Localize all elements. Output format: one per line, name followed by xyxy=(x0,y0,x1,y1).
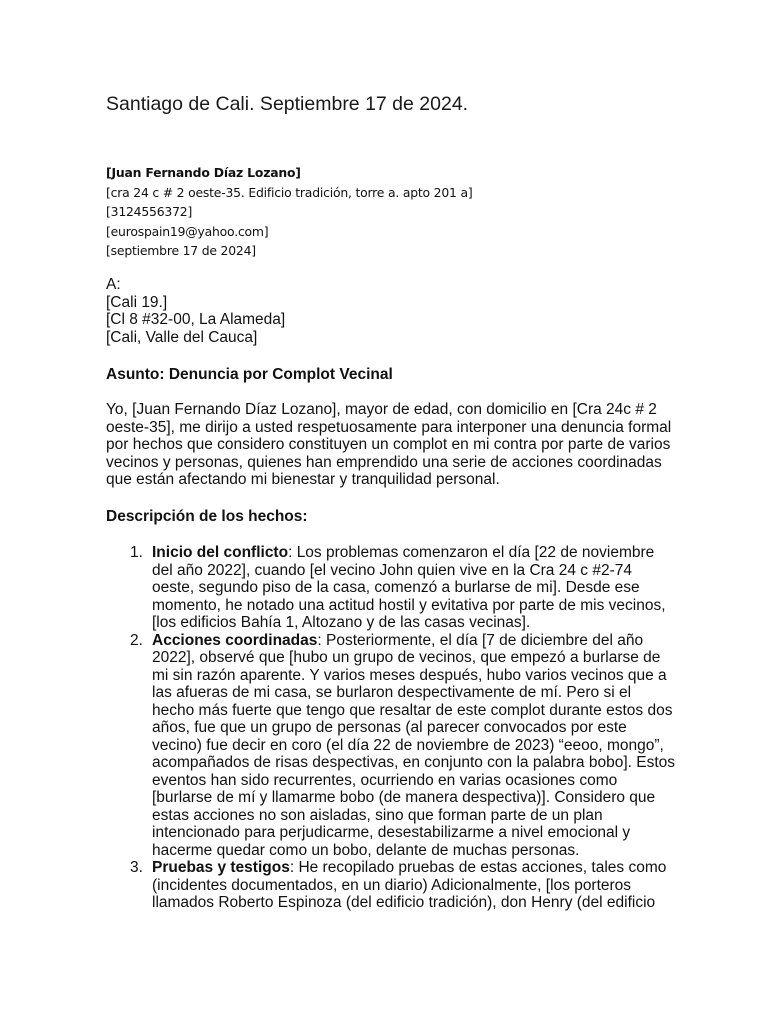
list-item-line: hacerme quedar como un bobo, delante de muchas personas. xyxy=(152,841,580,859)
letter-place-date: Santiago de Cali. Septiembre 17 de 2024. xyxy=(106,93,469,115)
list-item-text xyxy=(152,859,768,912)
list-item-line: vecino) fue decir en coro (el día 22 de noviembre de 2023) “eeoo, mongo”, xyxy=(152,736,664,754)
list-item-line: llamados Roberto Espinoza (del edificio tradición), don Henry (del edificio xyxy=(152,894,656,911)
intro-line: por hechos que considero constituyen un complot en mi contra por parte de varios xyxy=(106,436,671,453)
list-item-text xyxy=(152,632,768,860)
list-item-number: 3. xyxy=(130,859,143,876)
list-item-lead: Acciones coordinadas xyxy=(152,631,318,649)
letter-subject: Asunto: Denuncia por Complot Vecinal xyxy=(106,366,393,383)
list-item-line xyxy=(152,544,768,562)
recipient-line: [Cl 8 #32-00, La Alameda] xyxy=(106,311,286,328)
list-item-line: años, fue que un grupo de personas (al parecer convocados por este xyxy=(152,719,627,736)
intro-line: que están afectando mi bienestar y tranquilidad personal. xyxy=(106,471,500,488)
list-item-line xyxy=(152,859,768,877)
list-item-number: 2. xyxy=(130,631,143,649)
list-item-line: mi sin razón aparente. Y varios meses después, hubo varios vecinos que a xyxy=(152,666,667,684)
list-item-first-rest: : Posteriormente, el día [7 de diciembre del año xyxy=(317,631,644,649)
list-item-line: momento, he notado una actitud hostil y evitativa por parte de mis vecinos, xyxy=(152,596,666,614)
sender-email: [eurospain19@yahoo.com] xyxy=(106,223,269,239)
sender-block xyxy=(106,163,472,261)
sender-phone: [3124556372] xyxy=(106,204,193,219)
list-item-line: intencionado para perjudicarme, desestabilizarme a nivel emocional y xyxy=(152,824,631,841)
list-item-line xyxy=(152,632,768,650)
intro-line: oeste-35], me dirijo a usted respetuosamente para interponer una denuncia formal xyxy=(106,418,672,436)
list-item-lead: Pruebas y testigos xyxy=(152,859,290,876)
facts-heading: Descripción de los hechos: xyxy=(106,508,308,525)
list-item-line: oeste, segundo piso de la casa, comenzó a burlarse de mi]. Desde ese xyxy=(152,579,640,596)
sender-date: [septiembre 17 de 2024] xyxy=(106,243,256,258)
recipient-line: [Cali, Valle del Cauca] xyxy=(106,328,258,346)
list-item-first-rest: : He recopilado pruebas de estas acciones, tales como xyxy=(289,859,667,876)
list-item-line: hecho más fuerte que tengo que resaltar de este complot durante estos dos xyxy=(152,701,673,719)
list-item-line: las afueras de mi casa, se burlaron despectivamente de mí. Pero si el xyxy=(152,684,632,701)
sender-name: [Juan Fernando Díaz Lozano] xyxy=(106,165,301,180)
list-item-line: eventos han sido recurrentes, ocurriendo en varias ocasiones como xyxy=(152,771,618,789)
list-item-line: 2022], observé que [hubo un grupo de vecinos, que empezó a burlarse de xyxy=(152,649,661,666)
recipient-block xyxy=(106,276,285,346)
recipient-line: A: xyxy=(106,276,121,293)
list-item-first-rest: : Los problemas comenzaron el día [22 de noviembre xyxy=(288,544,655,561)
intro-line: vecinos y personas, quienes han emprendido una serie de acciones coordinadas xyxy=(106,453,662,471)
list-item-text xyxy=(152,544,768,632)
list-item-lead: Inicio del conflicto xyxy=(152,544,289,561)
list-item-line: estas acciones no son aisladas, sino que forman parte de un plan xyxy=(152,806,603,824)
intro-line: Yo, [Juan Fernando Díaz Lozano], mayor de edad, con domicilio en [Cra 24c # 2 xyxy=(106,401,657,418)
list-item xyxy=(0,859,768,912)
list-item-number: 1. xyxy=(130,544,143,561)
intro-paragraph xyxy=(106,401,672,489)
list-item-line: del año 2022], cuando [el vecino John quien vive en la Cra 24 c #2-74 xyxy=(152,561,632,579)
list-item-line: acompañados de risas despectivas, en conjunto con la palabra bobo]. Estos xyxy=(152,754,676,771)
sender-address: [cra 24 c # 2 oeste-35. Edificio tradición, torre a. apto 201 a] xyxy=(106,184,473,200)
recipient-line: [Cali 19.] xyxy=(106,293,168,311)
list-item-line: [burlarse de mí y llamarme bobo (de manera despectiva)]. Considero que xyxy=(152,789,656,806)
facts-list xyxy=(0,544,768,912)
list-item-line: [los edificios Bahía 1, Altozano y de las casas vecinas]. xyxy=(152,614,531,631)
list-item-line: (incidentes documentados, en un diario) Adicionalmente, [los porteros xyxy=(152,876,632,894)
list-item xyxy=(0,632,768,860)
list-item xyxy=(0,544,768,632)
